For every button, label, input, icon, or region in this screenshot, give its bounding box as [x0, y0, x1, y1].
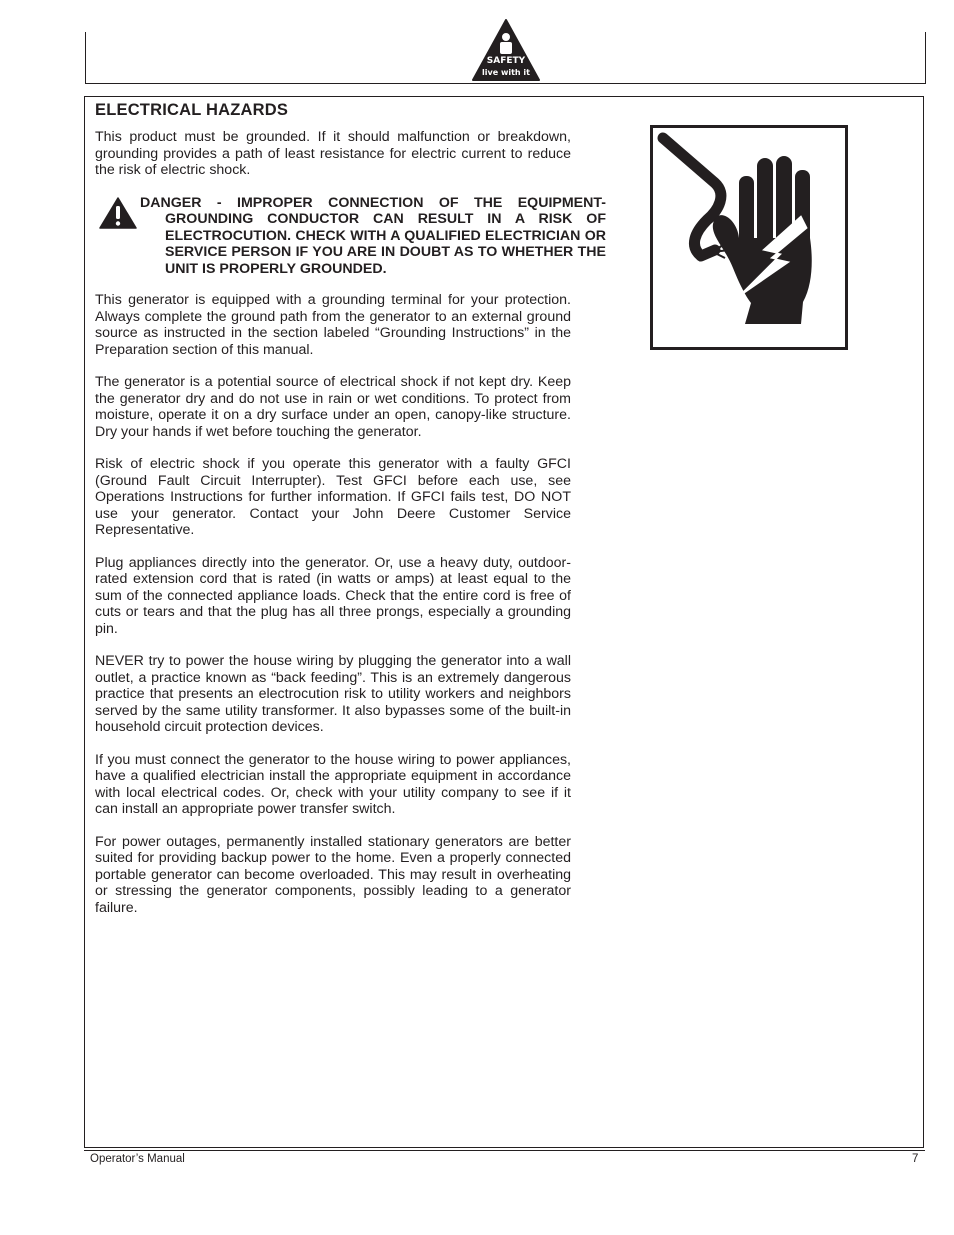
footer-rule [84, 1150, 925, 1151]
paragraph-back-feeding: NEVER try to power the house wiring by plugging the generator into a wall outlet, a practice known as “back feeding”. This is an extremely dangerous practice that presents an electrocution risk to utility workers and neighbors served by the same utility transformer. It also bypasses some of the built-in household circuit protection devices. [95, 653, 571, 735]
danger-notice [95, 194, 606, 278]
paragraph-extension-cord: Plug appliances directly into the generator. Or, use a heavy duty, outdoor-rated extension cord that is rated (in watts or amps) at least equal to the sum of the connected appliance loads. Check that the entire cord is free of cuts or tears and that the plug has all three prongs, especially a grounding pin. [95, 554, 571, 637]
paragraph-transfer-switch: If you must connect the generator to the house wiring to power appliances, have a qualified electrician install the appropriate equipment in accordance with local electrical codes. Or, check with your utility company to see if it can install an appropriate power transfer switch. [95, 751, 571, 817]
logo-text-top: SAFETY [486, 56, 526, 66]
paragraph-gfci: Risk of electric shock if you operate this generator with a faulty GFCI (Ground Fault Circuit Interrupter). Test GFCI before each use, see Operations Instructions for further information. If GFCI fails test, DO NOT use your generator. Contact your John Deere Customer Service Representative. [95, 456, 571, 538]
section-title: ELECTRICAL HAZARDS [95, 101, 289, 119]
logo-text-bottom: live with it [482, 68, 530, 77]
header-left-rule [85, 32, 86, 84]
safety-logo [471, 18, 541, 82]
paragraph-power-outages: For power outages, permanently installed stationary generators are better suited for providing backup power to the home. Even a properly connected portable generator can become overloaded. This may result in overheating or stressing the generator components, possibly leading to a generator failure. [95, 833, 571, 916]
warning-exclamation-icon [99, 197, 137, 229]
paragraph-grounding-terminal: This generator is equipped with a grounding terminal for your protection. Always complete the ground path from the generator to an external ground source as instructed in the section labeled “Grounding Instructions” in the Preparation section of this manual. [95, 292, 571, 358]
page-number: 7 [912, 1153, 919, 1165]
electric-shock-illustration [650, 125, 848, 350]
section-content [95, 100, 606, 932]
footer-manual-title: Operator’s Manual [90, 1153, 185, 1165]
intro-paragraph: This product must be grounded. If it should malfunction or breakdown, grounding provides a path of least resistance for electric current to reduce the risk of electric shock. [95, 129, 571, 178]
header-right-rule [925, 32, 926, 84]
electric-shock-hand-icon [653, 128, 845, 347]
paragraph-keep-dry: The generator is a potential source of electrical shock if not kept dry. Keep the generator dry and do not use in rain or wet conditions. To protect from moisture, operate it on a dry surface under an open, canopy-like structure. Dry your hands if wet before touching the generator. [95, 374, 571, 440]
danger-text: DANGER - IMPROPER CONNECTION OF THE EQUIPMENT-GROUNDING CONDUCTOR CAN RESULT IN A RISK OF ELECTROCUTION. CHECK WITH A QUALIFIED ELECTRICIAN OR SERVICE PERSON IF YOU ARE IN DOUBT AS TO WHETHER THE UNIT IS PROPERLY GROUNDED. [140, 194, 606, 277]
header-rule [85, 83, 926, 84]
